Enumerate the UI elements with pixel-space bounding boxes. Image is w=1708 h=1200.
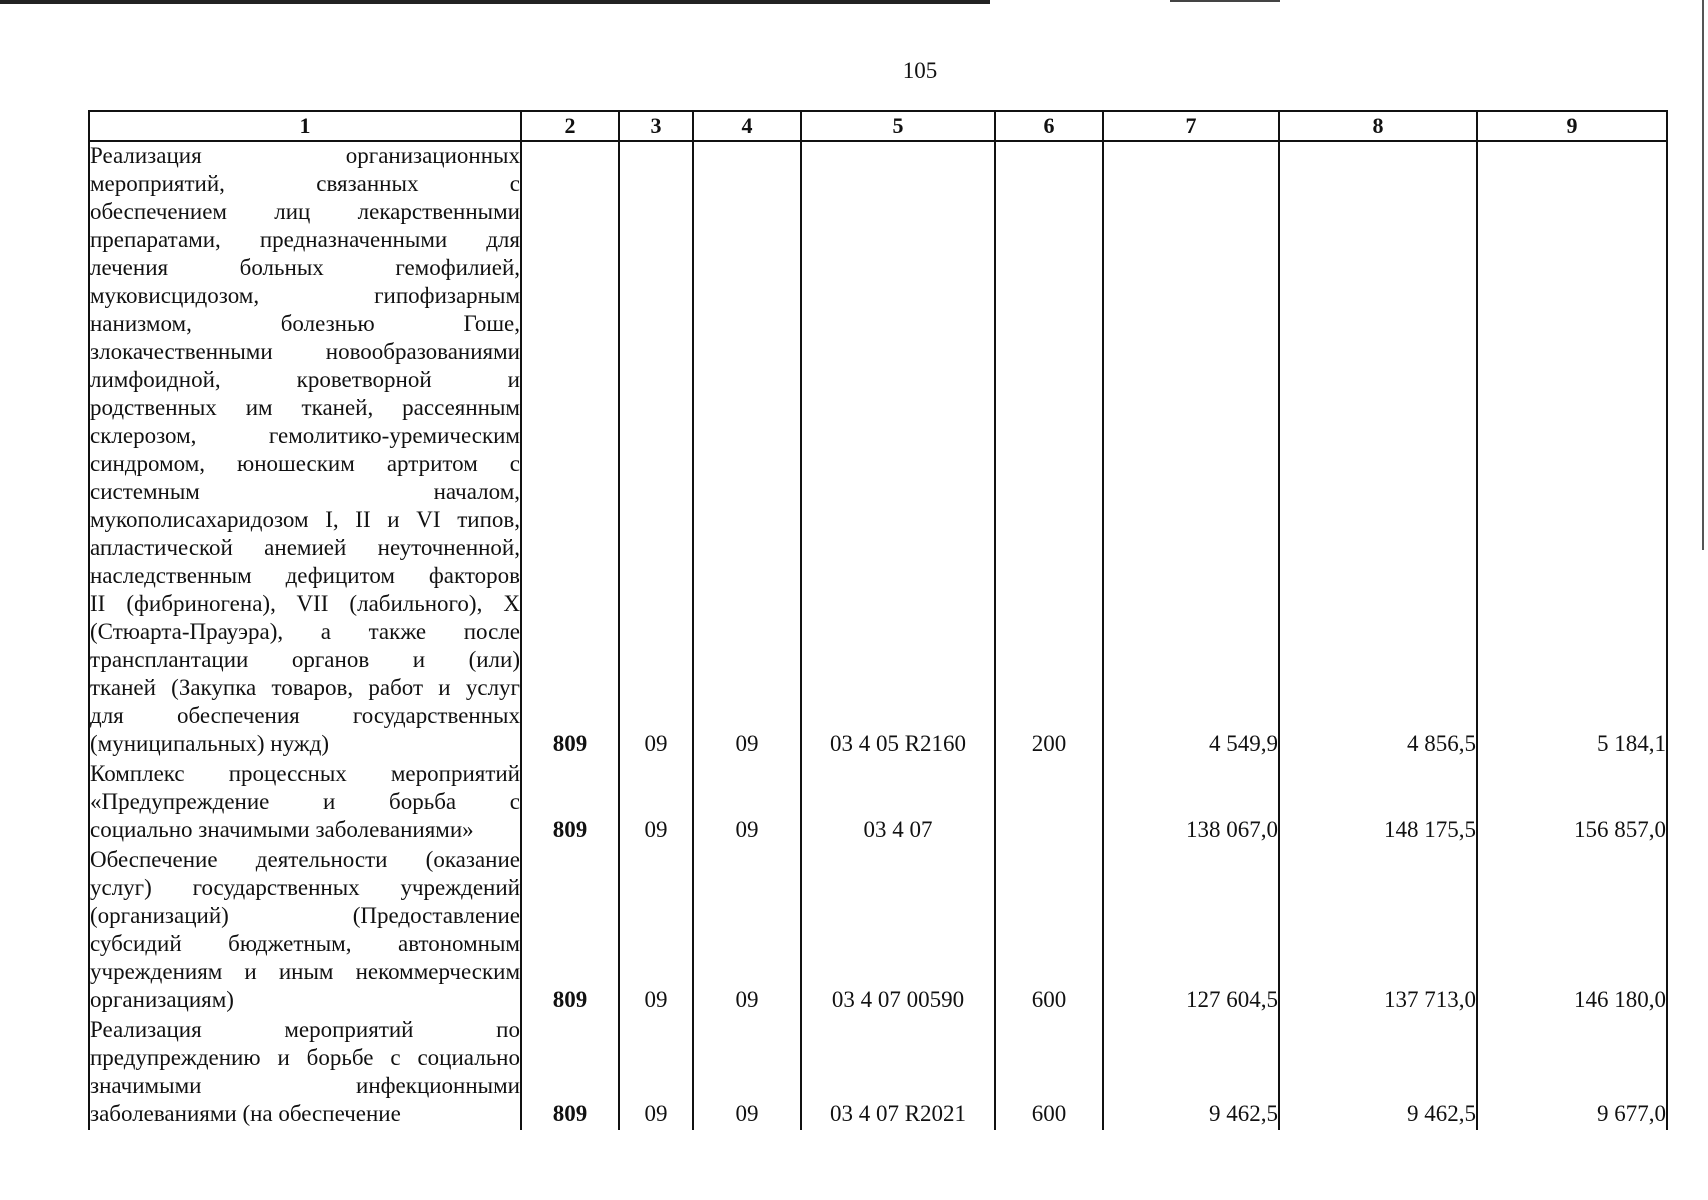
table-body: [89, 141, 1667, 1130]
cell-description: [89, 760, 521, 846]
cell-administrator-code: 809: [521, 846, 619, 1016]
column-header-5: 5: [801, 111, 995, 141]
description-line: (муниципальных) нужд): [90, 731, 330, 756]
cell-section-code: 09: [619, 1016, 693, 1130]
description-line: (Стюарта-Прауэра), а также после: [90, 619, 520, 644]
cell-subsection-code: 09: [693, 846, 801, 1016]
cell-subsection-code: 09: [693, 760, 801, 846]
description-line: препаратами, предназначенными для: [90, 227, 520, 252]
cell-subsection-code: 09: [693, 141, 801, 760]
description-line: системным началом,: [90, 479, 520, 504]
description-line: трансплантации органов и (или): [90, 647, 520, 672]
table-row: [89, 846, 1667, 1016]
column-header-1: 1: [89, 111, 521, 141]
cell-amount-year-1: 138 067,0: [1103, 760, 1279, 846]
description-line: II (фибриногена), VII (лабильного), X: [90, 591, 520, 616]
cell-amount-year-3: 9 677,0: [1477, 1016, 1667, 1130]
scan-edge-top-right: [1170, 0, 1280, 2]
cell-target-article: 03 4 07: [801, 760, 995, 846]
description-line: злокачественными новообразованиями: [90, 339, 520, 364]
description-line: (организаций) (Предоставление: [90, 903, 520, 928]
cell-administrator-code: 809: [521, 141, 619, 760]
description-line: тканей (Закупка товаров, работ и услуг: [90, 675, 520, 700]
table-row: [89, 760, 1667, 846]
cell-section-code: 09: [619, 141, 693, 760]
cell-description: [89, 1016, 521, 1130]
cell-description: [89, 846, 521, 1016]
column-header-6: 6: [995, 111, 1103, 141]
description-line: «Предупреждение и борьба с: [90, 789, 520, 814]
description-line: организациям): [90, 987, 234, 1012]
column-header-3: 3: [619, 111, 693, 141]
page-number: 105: [902, 58, 938, 83]
cell-amount-year-2: 4 856,5: [1279, 141, 1477, 760]
budget-table: [88, 110, 1668, 1130]
description-line: лимфоидной, кроветворной и: [90, 367, 520, 392]
cell-amount-year-2: 9 462,5: [1279, 1016, 1477, 1130]
description-line: услуг) государственных учреждений: [90, 875, 520, 900]
cell-administrator-code: 809: [521, 1016, 619, 1130]
column-header-8: 8: [1279, 111, 1477, 141]
cell-target-article: 03 4 07 R2021: [801, 1016, 995, 1130]
cell-amount-year-3: 5 184,1: [1477, 141, 1667, 760]
cell-expense-type: 200: [995, 141, 1103, 760]
cell-amount-year-3: 156 857,0: [1477, 760, 1667, 846]
description-line: учреждениям и иным некоммерческим: [90, 959, 520, 984]
scan-edge-top: [0, 0, 990, 4]
description-line: синдромом, юношеским артритом с: [90, 451, 520, 476]
description-line: обеспечением лиц лекарственными: [90, 199, 520, 224]
column-header-4: 4: [693, 111, 801, 141]
description-line: лечения больных гемофилией,: [90, 255, 520, 280]
cell-expense-type: 600: [995, 846, 1103, 1016]
description-line: Комплекс процессных мероприятий: [90, 761, 520, 786]
cell-section-code: 09: [619, 846, 693, 1016]
description-line: предупреждению и борьбе с социально: [90, 1045, 520, 1070]
description-line: апластической анемией неуточненной,: [90, 535, 520, 560]
cell-amount-year-1: 9 462,5: [1103, 1016, 1279, 1130]
table-header-row: [89, 111, 1667, 141]
cell-target-article: 03 4 05 R2160: [801, 141, 995, 760]
cell-amount-year-1: 127 604,5: [1103, 846, 1279, 1016]
cell-target-article: 03 4 07 00590: [801, 846, 995, 1016]
cell-section-code: 09: [619, 760, 693, 846]
column-header-2: 2: [521, 111, 619, 141]
cell-amount-year-2: 137 713,0: [1279, 846, 1477, 1016]
cell-amount-year-2: 148 175,5: [1279, 760, 1477, 846]
cell-amount-year-3: 146 180,0: [1477, 846, 1667, 1016]
column-header-7: 7: [1103, 111, 1279, 141]
description-line: склерозом, гемолитико-уремическим: [90, 423, 520, 448]
description-line: мукополисахаридозом I, II и VI типов,: [90, 507, 520, 532]
scan-edge-right: [1702, 0, 1704, 550]
description-line: Реализация мероприятий по: [90, 1017, 520, 1042]
description-line: субсидий бюджетным, автономным: [90, 931, 520, 956]
description-line: Обеспечение деятельности (оказание: [90, 847, 520, 872]
cell-administrator-code: 809: [521, 760, 619, 846]
description-line: нанизмом, болезнью Гоше,: [90, 311, 520, 336]
description-line: заболеваниями (на обеспечение: [90, 1101, 401, 1126]
description-line: значимыми инфекционными: [90, 1073, 520, 1098]
cell-expense-type: [995, 760, 1103, 846]
column-header-9: 9: [1477, 111, 1667, 141]
description-line: наследственным дефицитом факторов: [90, 563, 520, 588]
description-line: муковисцидозом, гипофизарным: [90, 283, 520, 308]
cell-amount-year-1: 4 549,9: [1103, 141, 1279, 760]
description-line: социально значимыми заболеваниями»: [90, 817, 474, 842]
cell-subsection-code: 09: [693, 1016, 801, 1130]
description-line: родственных им тканей, рассеянным: [90, 395, 520, 420]
description-line: для обеспечения государственных: [90, 703, 520, 728]
description-line: Реализация организационных: [90, 143, 520, 168]
cell-expense-type: 600: [995, 1016, 1103, 1130]
description-line: мероприятий, связанных с: [90, 171, 520, 196]
cell-description: [89, 141, 521, 760]
table-row: [89, 141, 1667, 760]
table-row: [89, 1016, 1667, 1130]
